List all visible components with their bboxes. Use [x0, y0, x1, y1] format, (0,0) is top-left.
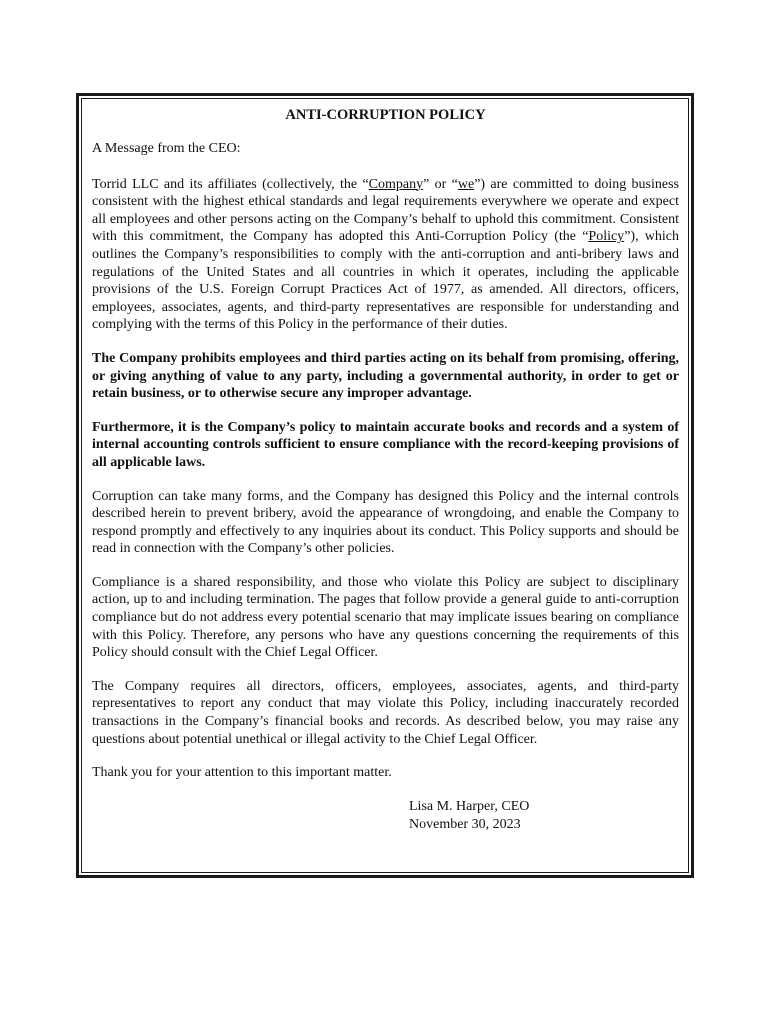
intro-text-b: ” or “: [423, 176, 458, 192]
intro-paragraph: [92, 176, 679, 334]
closing-line: Thank you for your attention to this important matter.: [92, 765, 392, 781]
signature-date: November 30, 2023: [409, 816, 521, 832]
we-term: we: [457, 176, 475, 192]
document-body: [81, 98, 689, 873]
greeting-line: A Message from the CEO:: [92, 141, 241, 156]
prohibition-statement: The Company prohibits employees and third parties acting on its behalf from promising, offering, or giving anything of value to any party, including a governmental authority, in order to get or retain business, or to otherwise secure any improper advantage.: [92, 350, 679, 402]
document-border: [76, 93, 694, 878]
books-records-statement: Furthermore, it is the Company’s policy to maintain accurate books and records and a system of internal accounting controls sufficient to ensure compliance with the record-keeping provisions of all applicable laws.: [92, 419, 679, 470]
corruption-paragraph: Corruption can take many forms, and the Company has designed this Policy and the internal controls described herein to prevent bribery, avoid the appearance of wrongdoing, and enable the Company to respond promptly and effectively to any inquiries about its conduct. This Policy supports and should be read in connection with the Company’s other policies.: [92, 488, 679, 557]
compliance-paragraph: Compliance is a shared responsibility, and those who violate this Policy are subject to disciplinary action, up to and including termination. The pages that follow provide a general guide to anti-corruption compliance but do not address every potential scenario that may implicate issues bearing on compliance with this Policy. Therefore, any persons who have any questions concerning the requirements of this Policy should consult with the Chief Legal Officer.: [92, 574, 679, 661]
signature-name: Lisa M. Harper, CEO: [409, 798, 530, 814]
intro-text-d: ”), which outlines the Company’s responsibilities to comply with the anti-corruption and anti-bribery laws and regulations of the United States and all countries in which it operates, including the applicable provisions of the U.S. Foreign Corrupt Practices Act of 1977, as amended. All directors, officers, employees, associates, agents, and third-party representatives are responsible for understanding and complying with the terms of this Policy in the performance of their duties.: [92, 229, 679, 333]
intro-text-a: Torrid LLC and its affiliates (collectively, the “: [92, 176, 369, 192]
company-term: Company: [368, 176, 424, 192]
document-title: ANTI-CORRUPTION POLICY: [285, 107, 486, 123]
policy-term: Policy: [588, 229, 625, 245]
intro-text-c: ”) are committed to doing business consistent with the highest ethical standards and legal requirements everywhere we operate and expect all employees and other persons acting on the Company’s behalf to uphold this commitment. Consistent with this commitment, the Company has adopted this Anti-Corruption Policy (the “: [92, 176, 679, 245]
reporting-paragraph: The Company requires all directors, officers, employees, associates, agents, and third-party representatives to report any conduct that may violate this Policy, including inaccurately recorded transactions in the Company’s financial books and records. As described below, you may raise any questions about potential unethical or illegal activity to the Chief Legal Officer.: [92, 678, 679, 747]
signature-block: [409, 798, 679, 834]
